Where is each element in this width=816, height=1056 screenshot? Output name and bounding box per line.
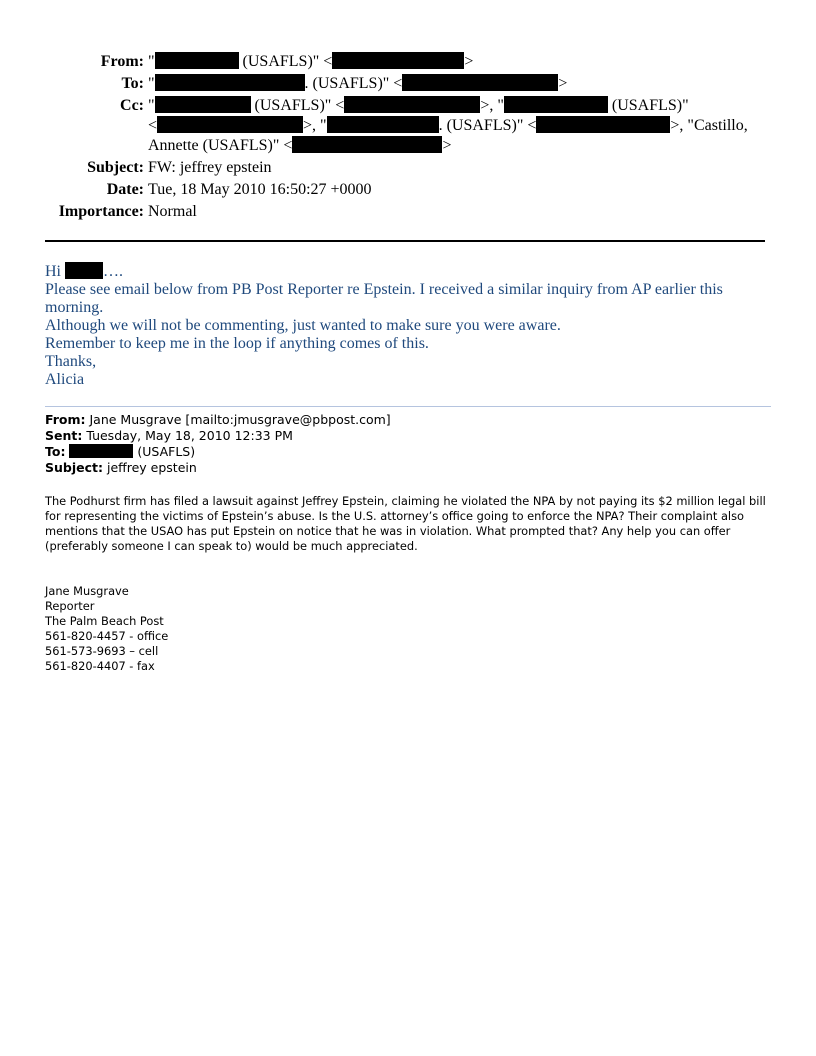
redaction-block [155,96,251,113]
cc-line-3: Annette (USAFLS)" < > [148,137,452,154]
subject-label: Subject: [87,159,144,176]
body-line-2: Although we will not be commenting, just wanted to make sure you were aware. [45,317,561,334]
from-value: " (USAFLS)" < > [148,53,474,70]
fwd-sent-label: Sent: [45,428,83,443]
redaction-block [402,74,558,91]
fwd-sent-row [45,428,775,444]
sig-cell-phone: 561-573-9693 – cell [45,644,159,658]
fwd-to-row [45,444,775,460]
body-line-1: Please see email below from PB Post Reporter re Epstein. I received a similar inquiry from AP earlier this morning. [45,281,723,316]
redaction-block [504,96,608,113]
cc-label: Cc: [120,97,144,114]
sig-name: Jane Musgrave [45,584,129,598]
forwarded-header [45,412,775,476]
redaction-block [65,262,103,279]
importance-value: Normal [148,203,197,220]
to-row [0,74,816,96]
from-label: From: [100,53,144,70]
sig-title: Reporter [45,599,95,613]
sig-org: The Palm Beach Post [45,614,164,628]
date-label: Date: [106,181,144,198]
redaction-block [292,136,442,153]
greeting: Hi …. [45,263,123,280]
cc-line-2: < >, " . (USAFLS)" < >, "Castillo, [148,117,748,134]
cc-row [0,96,816,158]
fwd-from-row [45,412,775,428]
redaction-block [536,116,670,133]
message-body [45,262,765,389]
body-line-4: Thanks, [45,353,97,370]
fwd-from-value: Jane Musgrave [mailto:jmusgrave@pbpost.com] [85,412,391,427]
redaction-block [155,74,305,91]
forward-divider [45,406,771,407]
date-value: Tue, 18 May 2010 16:50:27 +0000 [148,181,372,198]
fwd-from-label: From: [45,412,86,427]
date-row [0,180,816,202]
fwd-to-value: (USAFLS) [133,444,196,459]
fwd-to-label: To: [45,444,66,459]
to-label: To: [121,75,144,92]
from-row [0,52,816,74]
importance-row [0,202,816,224]
email-header [0,52,816,224]
subject-row [0,158,816,180]
sig-fax: 561-820-4407 - fax [45,659,155,673]
sig-office-phone: 561-820-4457 - office [45,629,169,643]
redaction-block [344,96,480,113]
fwd-subject-value: jeffrey epstein [103,460,197,475]
redaction-block [69,444,133,458]
importance-label: Importance: [58,203,144,220]
redaction-block [327,116,439,133]
redaction-block [155,52,239,69]
body-signoff: Alicia [45,371,85,388]
signature-block [45,584,445,674]
body-line-3: Remember to keep me in the loop if anything comes of this. [45,335,429,352]
cc-line-1: " (USAFLS)" < >, " (USAFLS)" [148,97,689,114]
fwd-sent-value: Tuesday, May 18, 2010 12:33 PM [82,428,293,443]
forwarded-message: The Podhurst firm has filed a lawsuit against Jeffrey Epstein, claiming he violated the NPA by not paying its $2 million legal bill for representing the victims of Epstein’s abuse. Is the U.S. attorney’s office going to enforce the NPA? Their complaint also mentions that the USAO has put Epstein on notice that he was in violation. What prompted that? Any help you can offer (preferably someone I can speak to) would be much appreciated. [45,494,766,553]
header-divider [45,240,765,242]
redaction-block [157,116,303,133]
redaction-block [332,52,464,69]
subject-value: FW: jeffrey epstein [148,159,272,176]
fwd-subject-label: Subject: [45,460,103,475]
to-value: " . (USAFLS)" < > [148,75,568,92]
fwd-subject-row [45,460,775,476]
